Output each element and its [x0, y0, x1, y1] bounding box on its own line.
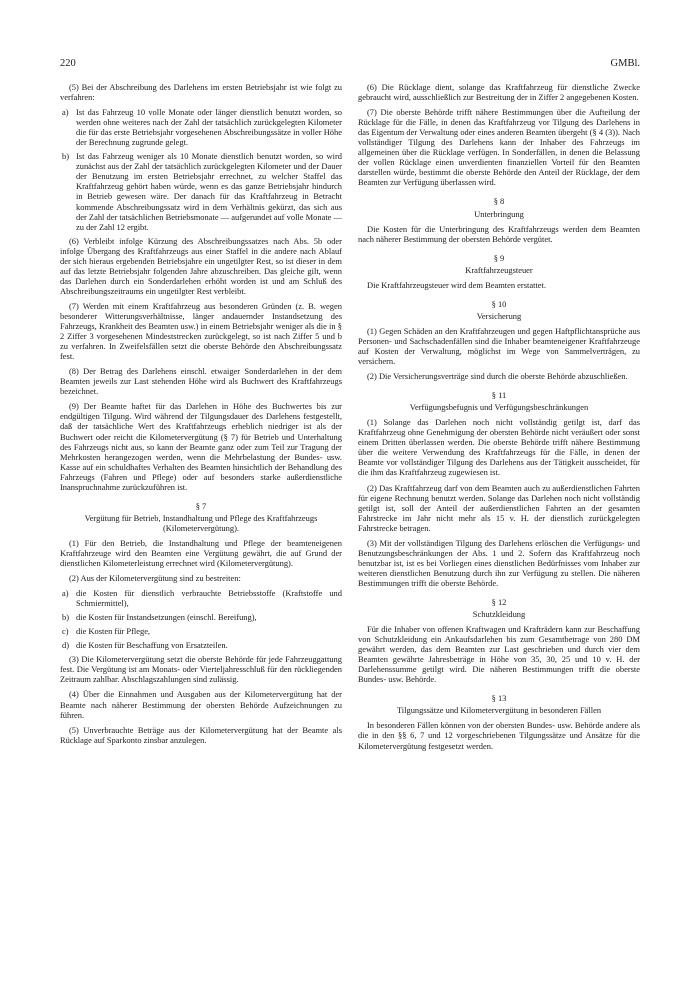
paragraph: (7) Werden mit einem Kraftfahrzeug aus besonderen Gründen (z. B. wegen besonderer Witterungsverhältnisse, länger andauernder Instandsetzung des Fahrzeugs, Krankheit des Beamten usw.) in einem Betriebsjahr weniger als die in § 2 Ziffer 3 vorgesehenen Mindeststrecken zurückgelegt, so ist nach Ziffer 5 und b zu verfahren. In Zweifelsfällen setzt die oberste Behörde den Abschreibungssatz fest.	[60, 300, 342, 362]
paragraph: Die Kraftfahrzeugsteuer wird dem Beamten erstattet.	[367, 279, 546, 290]
paragraph: (2) Die Versicherungsverträge sind durch die oberste Behörde abzuschließen.	[367, 371, 628, 382]
page-number: 220	[60, 58, 76, 69]
paragraph: In besonderen Fällen können von der obersten Bundes- usw. Behörde andere als die in den §§ 6, 7 und 12 vorgeschriebenen Tilgungssätze und Ansätze für die Kilometervergütung festgesetzt werden.	[358, 720, 640, 751]
item-text: die Kosten für Beschaffung von Ersatzteilen.	[76, 640, 228, 651]
section-heading: § 8	[493, 196, 505, 207]
paragraph: (3) Die Kilometervergütung setzt die oberste Behörde für jede Fahrzeuggattung fest. Die Vergütung ist am Monats- oder Vierteljahresschluß für den rückliegenden Zeitraum zahlbar. Abschlagszahlungen sind zulässig.	[60, 654, 342, 685]
section-title: Versicherung	[476, 310, 522, 321]
paragraph: Für die Inhaber von offenen Kraftwagen und Krafträdern kann zur Beschaffung von Schutzkleidung ein Ankaufsdarlehen bis zum Gesamtbetrage von 280 DM gewährt werden, das dem Beamten zur Last geschrieben und durch vier dem Beamten gewährte Jahresbeträge in Höhe von 35, 30, 25 und 10 v. H. der Darlehenssumme getilgt wird. Die näheren Bestimmungen trifft die oberste Bundes- usw. Behörde.	[358, 624, 640, 685]
item-label: b)	[62, 612, 70, 623]
paragraph: (8) Der Betrag des Darlehens einschl. etwaiger Sonderdarlehen in der dem Beamten jeweils zur Last stehenden Höhe wird als Buchwert des Kraftfahrzeugs bezeichnet.	[60, 366, 342, 397]
item-text: Ist das Fahrzeug 10 volle Monate oder länger dienstlich benutzt worden, so werden ohne weiteres nach der Zahl der tatsächlich zurückgelegten Kilometer die für das erste Betriebsjahr vorgesehenen Abschreibungssätze in voller Höhe der Berechnung zugrunde gelegt.	[76, 107, 342, 148]
item-label: a)	[62, 107, 69, 118]
paragraph: (2) Das Kraftfahrzeug darf von dem Beamten auch zu außerdienstlichen Fahrten für eigene Rechnung benutzt werden. Solange das Darlehen noch nicht vollständig getilgt ist, soll der Anteil der außerdienstlichen Fahrten an der gesamten Fahrstrecke im Jahr nicht mehr als 15 v. H. der dienstlich zurückgelegten Fahrstrecke betragen.	[358, 482, 640, 533]
item-label: d)	[62, 640, 70, 651]
section-heading: § 13	[491, 693, 507, 704]
paragraph: (7) Die oberste Behörde trifft nähere Bestimmungen über die Aufteilung der Rücklage für die Fälle, in denen das Kraftfahrzeug vor Tilgung des Darlehens in das Eigentum der Verwaltung oder eines anderen Beamten übergeht (§ 4 (3)). Nach vollständiger Tilgung des Darlehens kann der Inhaber des Fahrzeugs im allgemeinen über die Rücklage verfügen. In Sonderfällen, in denen die Belassung der vollen Rücklage einen unverdienten finanziellen Vorteil für den Beamten darstellen würde, bestimmt die oberste Behörde den Anteil der Rücklage, der dem Beamten zur Verfügung überlassen wird.	[358, 107, 640, 188]
section-heading: § 10	[491, 298, 507, 309]
paragraph: (5) Bei der Abschreibung des Darlehens im ersten Betriebsjahr ist wie folgt zu verfahren:	[60, 82, 342, 103]
section-title: Verfügungsbefugnis und Verfügungsbeschränkungen	[409, 402, 589, 413]
section-heading: § 9	[493, 252, 505, 263]
section-title: Unterbringung	[474, 208, 524, 219]
paragraph: (1) Solange das Darlehen noch nicht vollständig getilgt ist, darf das Kraftfahrzeug ohne Genehmigung der obersten Behörde nicht veräußert oder sonst einem Dritten überlassen werden. Die oberste Behörde trifft nähere Bestimmung über die weitere Verwendung des Kraftfahrzeugs für die Fälle, in denen der Beamte vor vollständiger Tilgung des Darlehens aus der Tätigkeit ausscheidet, für die ihm das Kraftfahrzeug zugewiesen ist.	[358, 417, 640, 478]
section-title: Kraftfahrzeugsteuer	[465, 264, 533, 275]
right-column	[358, 82, 640, 756]
item-text: die Kosten für Pflege,	[76, 626, 151, 637]
paragraph: (4) Über die Einnahmen und Ausgaben aus der Kilometervergütung hat der Beamte nach näherer Bestimmung der obersten Behörde Aufzeichnungen zu führen.	[60, 689, 342, 720]
section-heading: § 11	[491, 390, 507, 401]
paragraph: (2) Aus der Kilometervergütung sind zu bestreiten:	[69, 573, 241, 584]
item-text: die Kosten für dienstlich verbrauchte Betriebsstoffe (Kraftstoffe und Schmiermittel),	[76, 588, 342, 609]
list-item	[60, 151, 342, 231]
list-item	[60, 626, 342, 636]
paragraph: (5) Unverbrauchte Beträge aus der Kilometervergütung hat der Beamte als Rücklage auf Sparkonto zinsbar anzulegen.	[60, 724, 342, 745]
list-item	[60, 612, 342, 622]
section-heading: § 12	[491, 596, 507, 607]
journal-abbreviation: GMBl.	[610, 58, 640, 69]
paragraph: (6) Verbleibt infolge Kürzung des Abschreibungssatzes nach Abs. 5b oder infolge Übergang des Kraftfahrzeugs aus einer Staffel in die andere nach Ablauf der sich hieraus ergebenden Betriebsjahre ein ungetilgter Rest, so ist dieser in dem auf das letzte Betriebsjahr folgenden Jahre abzuschreiben. Das gleiche gilt, wenn das Darlehen durch ein Sonderdarlehen erhöht worden ist und am Schluß des Abschreibungszeitraums ein ungetilgter Rest verbleibt.	[60, 235, 342, 296]
section-heading: § 7	[195, 500, 207, 511]
paragraph: (9) Der Beamte haftet für das Darlehen in Höhe des Buchwertes bis zur endgültigen Tilgung. Wird während der Tilgungsdauer des Darlehens festgestellt, daß der tatsächliche Wert des Kraftfahrzeugs erheblich niedriger ist als der Buchwert oder reicht die Kilometervergütung (§ 7) für Betrieb und Unterhaltung des Fahrzeugs nicht aus, so kann der Beamte ganz oder zum Teil zur Tragung der Mehrkosten herangezogen werden, wenn die Mehrbelastung der Bundes- usw. Kasse auf ein schuldhaftes Verhalten des Beamten hinsichtlich der Behandlung des Fahrzeugs (Fahren und Pflege) oder auf besonders starke außerdienstliche Inanspruchnahme zurückzuführen ist.	[60, 401, 342, 492]
list-item	[60, 588, 342, 608]
item-label: c)	[62, 626, 69, 637]
item-label: b)	[62, 151, 70, 162]
paragraph: (1) Gegen Schäden an den Kraftfahrzeugen und gegen Haftpflichtansprüche aus Personen- und Sachschadenfällen sind die Inhaber beamteneigener Kraftfahrzeuge auf Kosten der Verwaltung, möglichst im Wege von Sammelverträgen, zu versichern.	[358, 325, 640, 367]
section-title: Vergütung für Betrieb, Instandhaltung und Pflege des Kraftfahrzeugs (Kilometervergütung).	[84, 512, 318, 533]
paragraph: (1) Für den Betrieb, die Instandhaltung und Pflege der beamteneigenen Kraftfahrzeuge wird den Beamten eine Vergütung gewährt, die auf Grund der dienstlichen Kilometerleistung errechnet wird (Kilometervergütung).	[60, 537, 342, 569]
item-text: Ist das Fahrzeug weniger als 10 Monate dienstlich benutzt worden, so wird zunächst aus der Zahl der tatsächlich zurückgelegten Kilometer und der Dauer der Benutzung im ersten Betriebsjahr errechnet, zu welcher Staffel das Kraftfahrzeug gehört haben würde, wenn es das ganze Betriebsjahr hindurch in Betrieb gewesen wäre. Der danach für das Kraftfahrzeug in Betracht kommende Abschreibungssatz wird in dem Verhältnis gekürzt, das sich aus der Zahl der tatsächlichen Betriebsmonate — aufgerundet auf volle Monate — zu der Zahl 12 ergibt.	[76, 151, 342, 232]
left-column	[60, 82, 342, 750]
page-header	[60, 58, 640, 69]
paragraph: Die Kosten für die Unterbringung des Kraftfahrzeugs werden dem Beamten nach näherer Bestimmung der obersten Behörde vergütet.	[358, 223, 640, 244]
paragraph: (6) Die Rücklage dient, solange das Kraftfahrzeug für dienstliche Zwecke gebraucht wird, ausschließlich zur Bestreitung der in Ziffer 2 angegebenen Kosten.	[358, 82, 640, 103]
item-text: die Kosten für Instandsetzungen (einschl. Bereifung),	[76, 612, 257, 623]
paragraph: (3) Mit der vollständigen Tilgung des Darlehens erlöschen die Verfügungs- und Benutzungsbeschränkungen der Abs. 1 und 2. Sofern das Kraftfahrzeug noch benutzbar ist, ist es bei Vorliegen eines dienstlichen Bedürfnisses vom Inhaber zur weiteren dienstlichen Benutzung durch ihn zur Verfügung zu stellen. Die näheren Bestimmungen trifft die oberste Behörde.	[358, 537, 640, 588]
item-label: a)	[62, 588, 69, 599]
list-item	[60, 640, 342, 650]
section-title: Schutzkleidung	[472, 609, 526, 620]
section-title: Tilgungssätze und Kilometervergütung in besonderen Fällen	[396, 705, 602, 716]
list-item	[60, 107, 342, 147]
